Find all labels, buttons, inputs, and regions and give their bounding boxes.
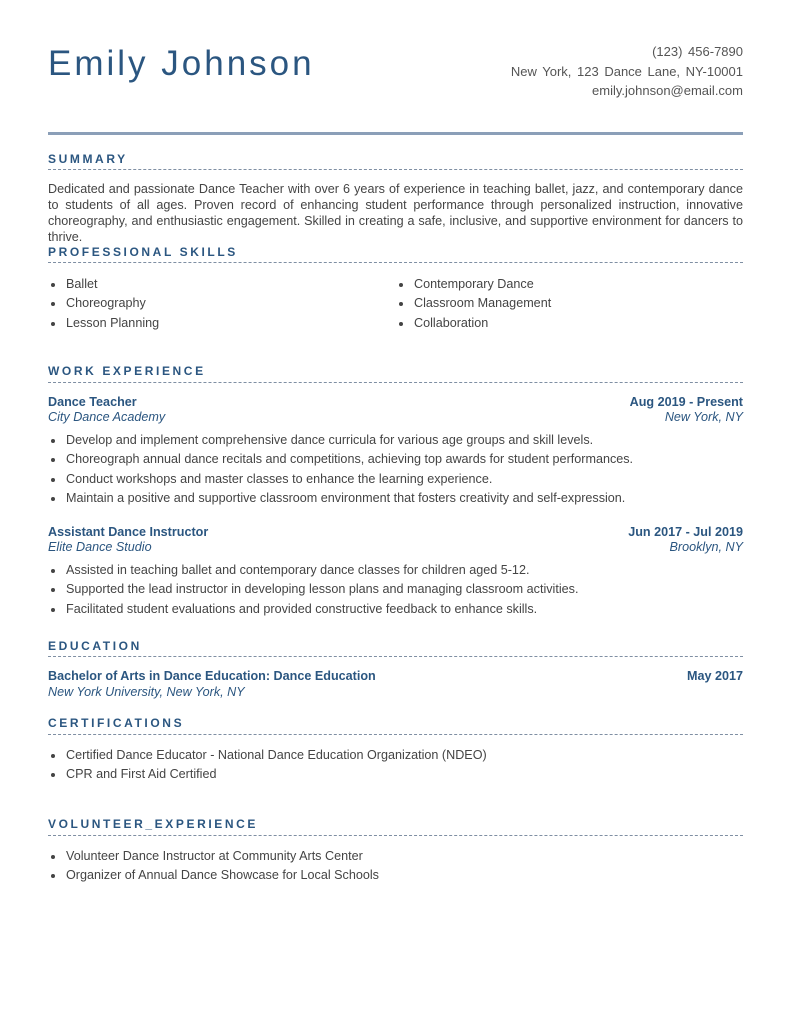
job-bullets: [48, 431, 743, 508]
job-title: Assistant Dance Instructor: [48, 525, 209, 539]
certification-item: CPR and First Aid Certified: [48, 765, 743, 784]
job-dates: Jun 2017 - Jul 2019: [628, 525, 743, 539]
job-bullet: Supported the lead instructor in developing lesson plans and managing classroom activities.: [48, 580, 743, 599]
job-dates: Aug 2019 - Present: [629, 395, 743, 409]
skill-item: Classroom Management: [396, 294, 736, 313]
experience-heading: WORK EXPERIENCE: [48, 364, 206, 378]
summary-heading: SUMMARY: [48, 152, 128, 166]
job-location: New York, NY: [664, 410, 743, 424]
email: emily.johnson@email.com: [592, 83, 743, 98]
job-bullet: Maintain a positive and supportive classroom environment that fosters creativity and self-expression.: [48, 489, 743, 508]
volunteer-heading: VOLUNTEER_EXPERIENCE: [48, 817, 259, 831]
skill-item: Collaboration: [396, 314, 736, 333]
job-bullets: [48, 561, 743, 619]
volunteer-list: [48, 847, 743, 886]
education-heading: EDUCATION: [48, 639, 142, 653]
volunteer-divider: [48, 835, 743, 836]
skill-item: Lesson Planning: [48, 314, 388, 333]
skills-heading: PROFESSIONAL SKILLS: [48, 245, 238, 259]
job-bullet: Assisted in teaching ballet and contemporary dance classes for children aged 5-12.: [48, 561, 743, 580]
experience-divider: [48, 382, 743, 383]
job-organization: Elite Dance Studio: [48, 540, 152, 554]
job-title: Dance Teacher: [48, 395, 137, 409]
candidate-name: Emily Johnson: [48, 44, 315, 83]
summary-divider: [48, 169, 743, 170]
certification-item: Certified Dance Educator - National Dance Education Organization (NDEO): [48, 746, 743, 765]
contact-block: [511, 42, 743, 101]
job-location: Brooklyn, NY: [669, 540, 743, 554]
skills-divider: [48, 262, 743, 263]
job-bullet: Conduct workshops and master classes to enhance the learning experience.: [48, 470, 743, 489]
job-bullet: Facilitated student evaluations and provided constructive feedback to enhance skills.: [48, 600, 743, 619]
skill-item: Contemporary Dance: [396, 275, 736, 294]
job-bullet: Choreograph annual dance recitals and competitions, achieving top awards for student performances.: [48, 450, 743, 469]
certifications-list: [48, 746, 743, 785]
job-organization: City Dance Academy: [48, 410, 166, 424]
skill-item: Ballet: [48, 275, 388, 294]
skills-list-right: [396, 275, 736, 333]
certifications-heading: CERTIFICATIONS: [48, 716, 185, 730]
school: New York University, New York, NY: [48, 685, 245, 699]
summary-text: Dedicated and passionate Dance Teacher with over 6 years of experience in teaching ballet, jazz, and contemporary dance to students of all ages. Proven record of enhancing student performance through personalized instruction, innovative choreography, and enthusiastic engagement. Skilled in creating a safe, inclusive, and supportive environment for dancers to thrive.: [48, 182, 743, 244]
skill-item: Choreography: [48, 294, 388, 313]
header-divider: [48, 132, 743, 135]
phone: (123) 456-7890: [652, 44, 743, 59]
skills-list-left: [48, 275, 388, 333]
education-divider: [48, 656, 743, 657]
graduation-date: May 2017: [686, 669, 743, 683]
certifications-divider: [48, 734, 743, 735]
volunteer-item: Volunteer Dance Instructor at Community Arts Center: [48, 847, 743, 866]
job-bullet: Develop and implement comprehensive dance curricula for various age groups and skill levels.: [48, 431, 743, 450]
degree: Bachelor of Arts in Dance Education: Dance Education: [48, 669, 376, 683]
volunteer-item: Organizer of Annual Dance Showcase for Local Schools: [48, 866, 743, 885]
address: New York, 123 Dance Lane, NY-10001: [510, 63, 743, 79]
